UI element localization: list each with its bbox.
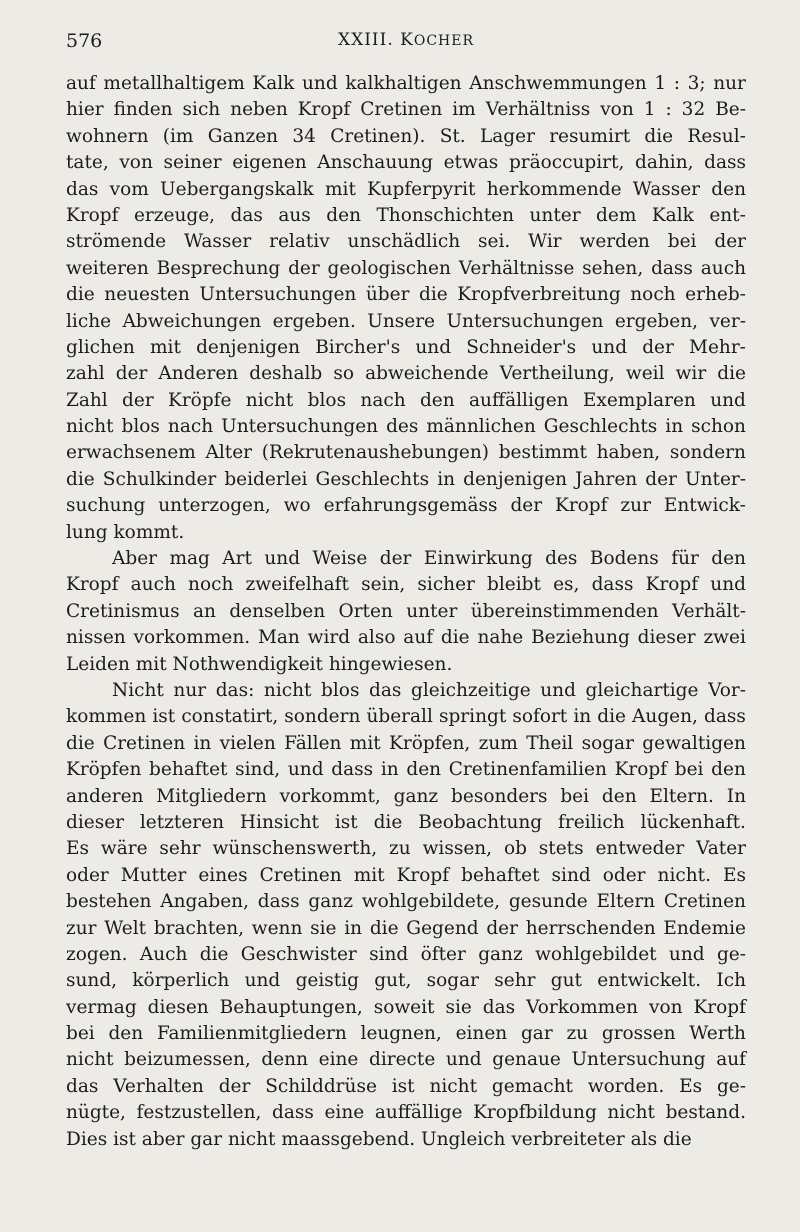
text-line: Kröpfen behaftet sind, und dass in den Cretinenfamilien Kropf bei den <box>66 759 746 781</box>
text-line: die Cretinen in vielen Fällen mit Kröpfen, zum Theil sogar gewaltigen <box>66 732 746 754</box>
page-number: 576 <box>66 30 103 52</box>
text-line: das vom Uebergangskalk mit Kupferpyrit herkommende Wasser den <box>66 178 746 200</box>
text-line: nicht beizumessen, denn eine directe und genaue Untersuchung auf <box>66 1049 746 1071</box>
text-line: dieser letzteren Hinsicht ist die Beobachtung freilich lückenhaft. <box>66 811 746 833</box>
text-line: weiteren Besprechung der geologischen Verhältnisse sehen, dass auch <box>66 257 746 279</box>
text-line: Kropf auch noch zweifelhaft sein, sicher bleibt es, dass Kropf und <box>66 574 746 596</box>
text-line: oder Mutter eines Cretinen mit Kropf behaftet sind oder nicht. Es <box>66 864 746 886</box>
text-line: Kropf erzeuge, das aus den Thonschichten unter dem Kalk ent- <box>66 204 746 226</box>
text-line: Aber mag Art und Weise der Einwirkung des Bodens für den <box>112 548 746 570</box>
text-line: sund, körperlich und geistig gut, sogar sehr gut entwickelt. Ich <box>66 970 746 992</box>
text-line: nügte, festzustellen, dass eine auffällige Kropfbildung nicht bestand. <box>66 1102 746 1124</box>
running-head <box>66 30 746 50</box>
text-line: anderen Mitgliedern vorkommt, ganz besonders bei den Eltern. In <box>66 785 746 807</box>
paragraph <box>66 71 746 546</box>
paragraph <box>66 678 746 1153</box>
text-line: lung kommt. <box>66 521 185 543</box>
text-line: strömende Wasser relativ unschädlich sei. Wir werden bei der <box>66 231 746 253</box>
text-line: die Schulkinder beiderlei Geschlechts in denjenigen Jahren der Unter- <box>66 468 746 490</box>
text-line: die neuesten Untersuchungen über die Kropfverbreitung noch erheb- <box>66 284 746 306</box>
text-line: Nicht nur das: nicht blos das gleichzeitige und gleichartige Vor- <box>112 679 746 701</box>
text-line: Dies ist aber gar nicht maassgebend. Ungleich verbreiteter als die <box>66 1128 692 1150</box>
text-line: kommen ist constatirt, sondern überall springt sofort in die Augen, dass <box>66 706 746 728</box>
text-line: liche Abweichungen ergeben. Unsere Untersuchungen ergeben, ver- <box>66 310 746 332</box>
text-line: auf metallhaltigem Kalk und kalkhaltigen Anschwemmungen 1 : 3; nur <box>66 73 746 94</box>
text-line: suchung unterzogen, wo erfahrungsgemäss der Kropf zur Entwick- <box>66 495 746 517</box>
text-line: bestehen Angaben, dass ganz wohlgebildete, gesunde Eltern Cretinen <box>66 891 746 913</box>
running-head-prefix: XXIII. K <box>337 30 414 50</box>
text-line: zogen. Auch die Geschwister sind öfter ganz wohlgebildet und ge- <box>66 943 746 965</box>
text-line: glichen mit denjenigen Bircher's und Schneider's und der Mehr- <box>66 336 746 358</box>
text-line: erwachsenem Alter (Rekrutenaushebungen) bestimmt haben, sondern <box>66 442 746 464</box>
text-line: bei den Familienmitgliedern leugnen, einen gar zu grossen Werth <box>66 1023 746 1045</box>
text-line: tate, von seiner eigenen Anschauung etwas präoccupirt, dahin, dass <box>66 152 746 174</box>
text-line: wohnern (im Ganzen 34 Cretinen). St. Lager resumirt die Resul- <box>66 125 746 147</box>
running-head-smallcaps: OCHER <box>413 33 475 49</box>
text-line: nicht blos nach Untersuchungen des männlichen Geschlechts in schon <box>66 416 746 438</box>
text-line: hier finden sich neben Kropf Cretinen im Verhältniss von 1 : 32 Be- <box>66 99 746 121</box>
text-line: zur Welt brachten, wenn sie in die Gegend der herrschenden Endemie <box>66 917 746 939</box>
text-line: Es wäre sehr wünschenswerth, zu wissen, ob stets entweder Vater <box>66 838 746 860</box>
text-line: Cretinismus an denselben Orten unter übereinstimmenden Verhält- <box>66 600 746 622</box>
text-line: Zahl der Kröpfe nicht blos nach den auffälligen Exemplaren und <box>66 389 746 411</box>
page-header <box>66 30 746 56</box>
body-text <box>66 71 746 1153</box>
text-line: das Verhalten der Schilddrüse ist nicht gemacht worden. Es ge- <box>66 1075 746 1097</box>
text-line: zahl der Anderen deshalb so abweichende Vertheilung, weil wir die <box>66 363 746 385</box>
text-line: nissen vorkommen. Man wird also auf die nahe Beziehung dieser zwei <box>66 627 746 649</box>
paragraph <box>66 546 746 678</box>
text-line: vermag diesen Behauptungen, soweit sie das Vorkommen von Kropf <box>66 996 746 1018</box>
text-line: Leiden mit Nothwendigkeit hingewiesen. <box>66 653 453 675</box>
